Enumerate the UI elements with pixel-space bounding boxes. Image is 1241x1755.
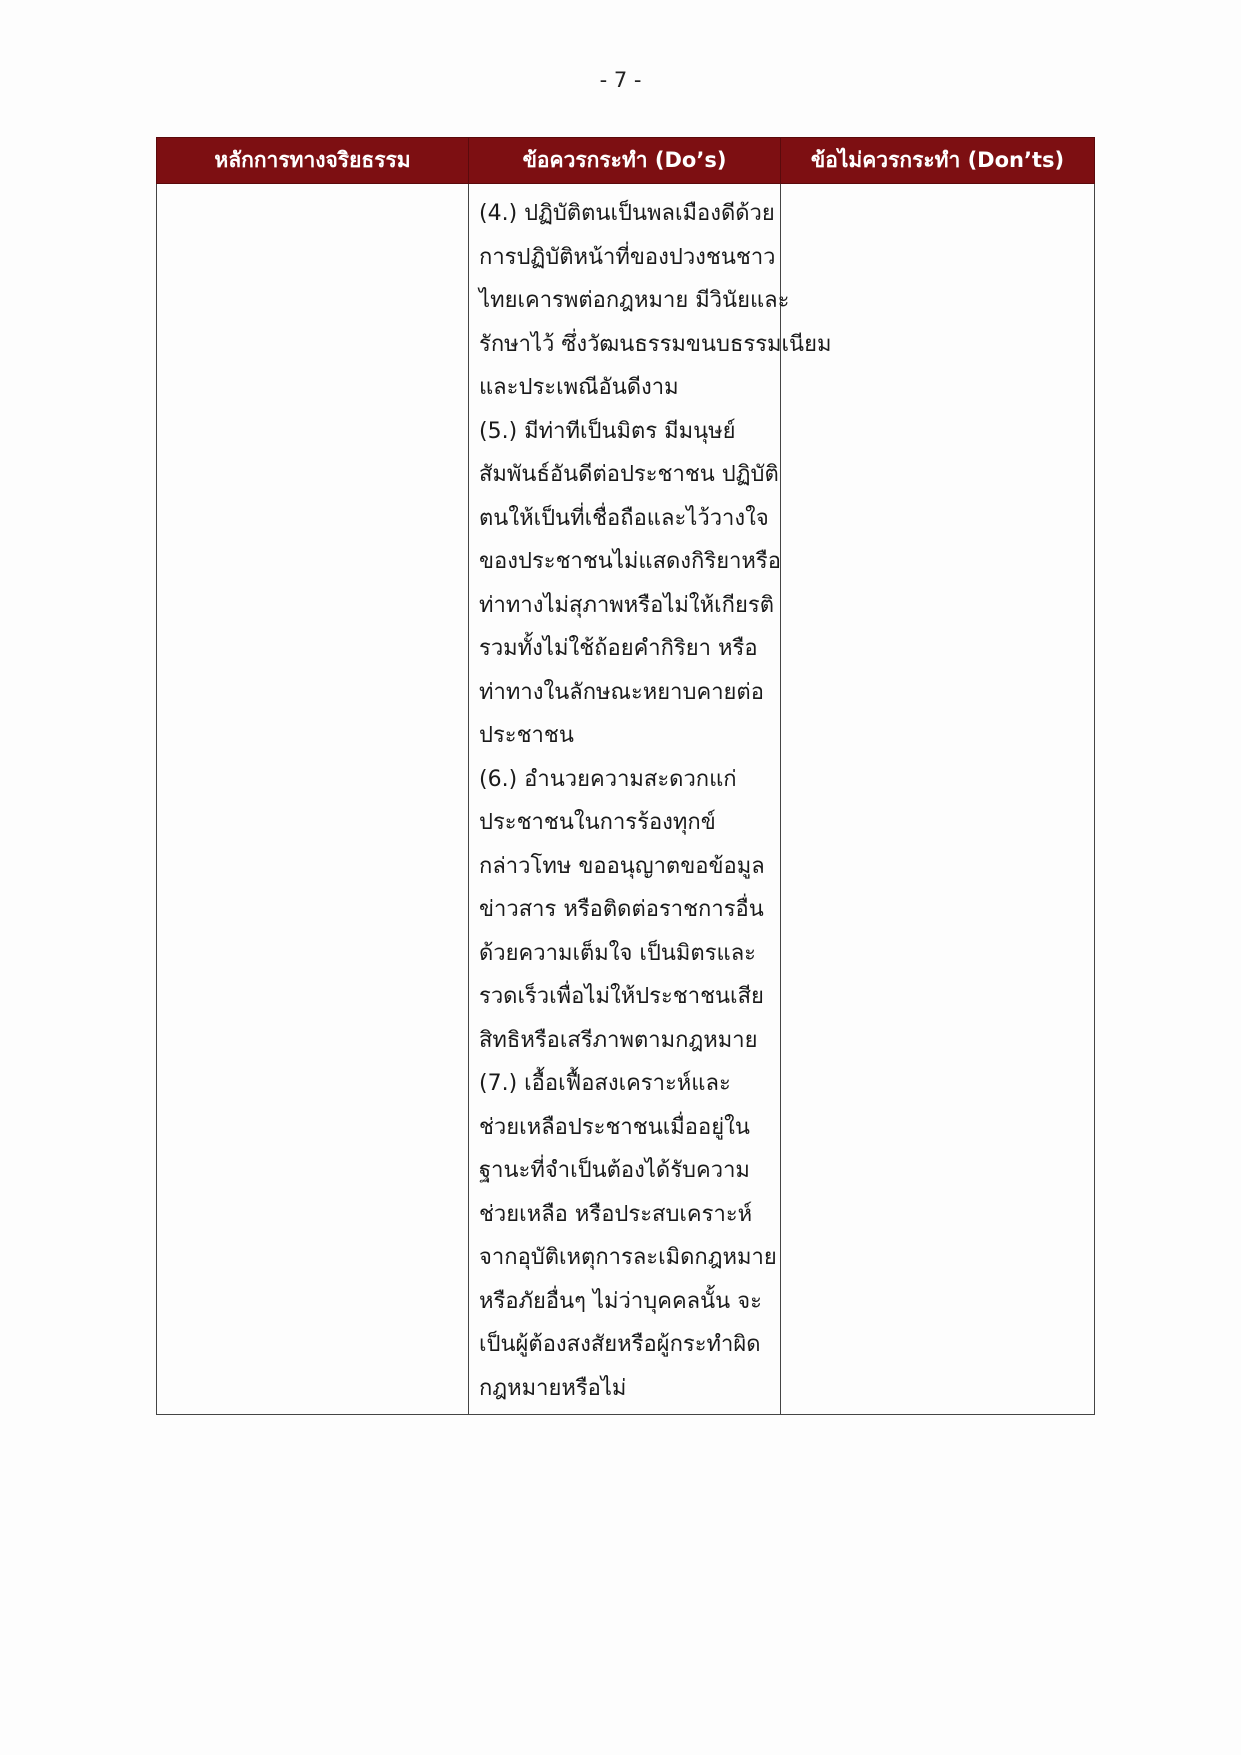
ethics-table — [156, 137, 1095, 1415]
dos-line: (4.) ปฏิบัติตนเป็นพลเมืองดีด้วย — [479, 201, 775, 226]
dos-line: ช่วยเหลือประชาชนเมื่ออยู่ใน — [479, 1114, 750, 1140]
dos-line: จากอุบัติเหตุการละเมิดกฎหมาย — [479, 1245, 777, 1270]
header-donts: ข้อไม่ควรกระทำ (Don’ts) — [781, 138, 1095, 184]
dos-line: เป็นผู้ต้องสงสัยหรือผู้กระทำผิด — [479, 1332, 761, 1357]
dos-line: กล่าวโทษ ขออนุญาตขอข้อมูล — [479, 853, 765, 879]
table-header — [157, 138, 1095, 184]
dos-line: ไทยเคารพต่อกฎหมาย มีวินัยและ — [479, 288, 790, 313]
dos-cell — [469, 184, 832, 1415]
dos-line: ช่วยเหลือ หรือประสบเคราะห์ — [479, 1201, 753, 1227]
dos-line: ท่าทางในลักษณะหยาบคายต่อ — [479, 679, 764, 705]
dos-line: หรือภัยอื่นๆ ไม่ว่าบุคคลนั้น จะ — [479, 1288, 762, 1314]
dos-line: สัมพันธ์อันดีต่อประชาชน ปฏิบัติ — [479, 462, 779, 487]
dos-line: รวมทั้งไม่ใช้ถ้อยคำกิริยา หรือ — [479, 636, 758, 661]
dos-line: (6.) อำนวยความสะดวกแก่ — [479, 766, 737, 792]
dos-line: และประเพณีอันดีงาม — [479, 375, 679, 400]
dos-line: (7.) เอื้อเฟื้อสงเคราะห์และ — [479, 1071, 731, 1096]
dos-line: ฐานะที่จำเป็นต้องได้รับความ — [479, 1158, 750, 1183]
dos-line: ประชาชน — [479, 723, 574, 748]
dos-line: สิทธิหรือเสรีภาพตามกฎหมาย — [479, 1027, 758, 1053]
header-principle: หลักการทางจริยธรรม — [157, 138, 469, 184]
dos-line: รักษาไว้ ซึ่งวัฒนธรรมขนบธรรมเนียม — [479, 331, 832, 357]
page-number: - 7 - — [599, 68, 642, 92]
dos-lines — [479, 192, 832, 1410]
principle-cell — [157, 184, 469, 1415]
dos-line: ด้วยความเต็มใจ เป็นมิตรและ — [479, 940, 756, 966]
dos-line: (5.) มีท่าทีเป็นมิตร มีมนุษย์ — [479, 418, 736, 444]
dos-line: กฎหมายหรือไม่ — [479, 1375, 627, 1401]
dos-line: รวดเร็วเพื่อไม่ให้ประชาชนเสีย — [479, 984, 764, 1009]
donts-cell — [781, 184, 1095, 1415]
dos-line: การปฏิบัติหน้าที่ของปวงชนชาว — [479, 244, 776, 270]
dos-line: ข่าวสาร หรือติดต่อราชการอื่น — [479, 897, 764, 922]
header-dos: ข้อควรกระทำ (Do’s) — [469, 138, 781, 184]
dos-line: ประชาชนในการร้องทุกข์ — [479, 810, 716, 835]
dos-line: ของประชาชนไม่แสดงกิริยาหรือ — [479, 549, 781, 574]
table-row — [157, 184, 1095, 1415]
dos-line: ท่าทางไม่สุภาพหรือไม่ให้เกียรติ — [479, 592, 774, 618]
header-row — [157, 138, 1095, 184]
dos-line: ตนให้เป็นที่เชื่อถือและไว้วางใจ — [479, 505, 769, 531]
